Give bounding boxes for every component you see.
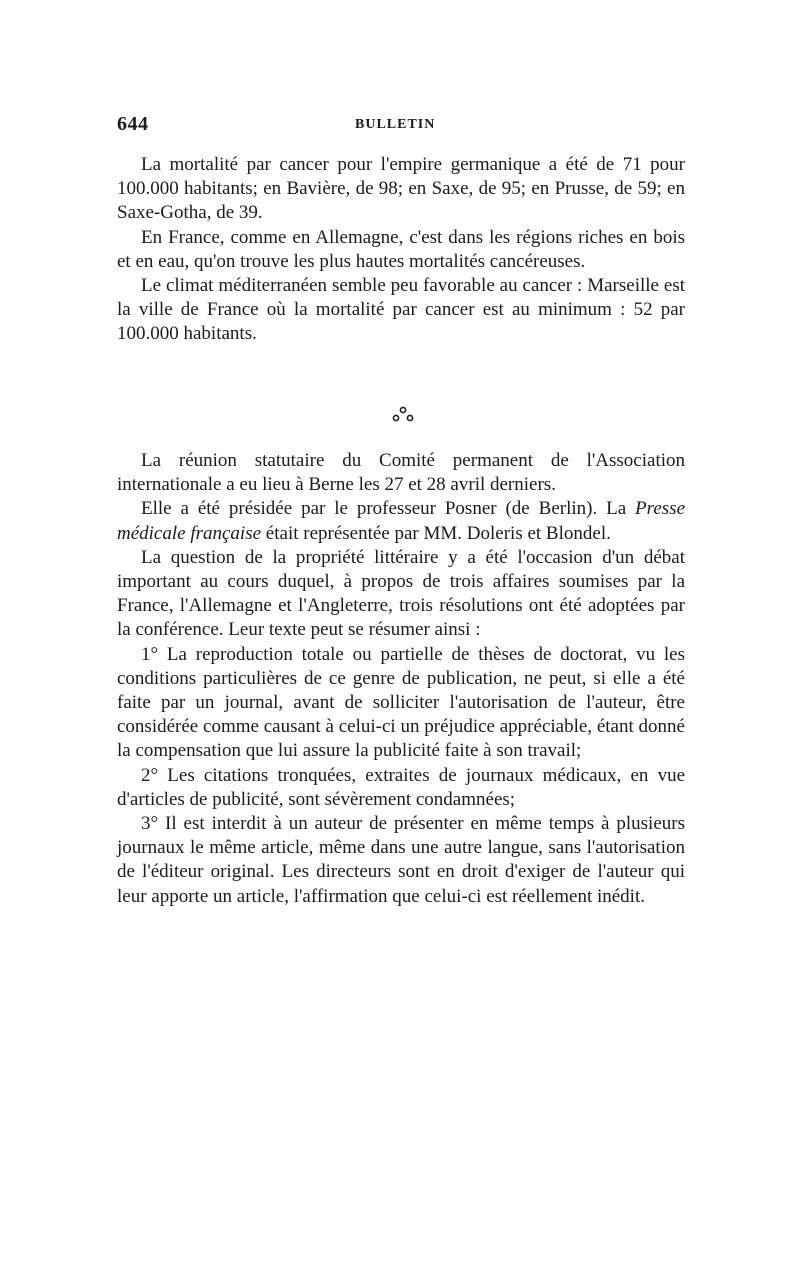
journal-title: Presse médicale française [117,498,685,544]
paragraph: La question de la propriété littéraire y a été l'occasion d'un débat important au cours duquel, à propos de trois affaires soumises par la France, l'Allemagne et l'Angleterre, trois résolutions ont été adoptées par la conférence. Leur texte peut se résumer ainsi : [117,546,685,641]
page-header [117,113,685,139]
page-number: 644 [117,113,149,135]
three-circles-ornament-icon [383,404,423,426]
paragraph [117,497,685,545]
paragraph: En France, comme en Allemagne, c'est dans les régions riches en bois et en eau, qu'on trouve les plus hautes mortalités cancéreuses. [117,226,685,272]
running-title: BULLETIN [355,117,436,132]
paragraph: La réunion statutaire du Comité permanent de l'Association internationale a eu lieu à Berne les 27 et 28 avril derniers. [117,450,685,496]
section-cancer-mortality [117,153,685,347]
section-association-meeting [117,449,685,909]
resolution-item: 1° La reproduction totale ou partielle de thèses de doctorat, vu les conditions particulières de ce genre de publication, ne peut, si elle a été faite par un journal, avant de solliciter l'autorisation de l'auteur, être considérée comme causant à celui-ci un préjudice appréciable, étant donné la compensation que lui assure la publicité faite à son travail; [117,643,685,762]
resolution-item: 2° Les citations tronquées, extraites de journaux médicaux, en vue d'articles de publicité, sont sévèrement condamnées; [117,764,685,810]
paragraph-text: était représentée par MM. Doleris et Blondel. [261,522,611,544]
paragraph: Le climat méditerranéen semble peu favorable au cancer : Marseille est la ville de France où la mortalité par cancer est au minimum : 52 par 100.000 habitants. [117,275,685,345]
resolution-item: 3° Il est interdit à un auteur de présenter en même temps à plusieurs journaux le même article, même dans une autre langue, sans l'autorisation de l'éditeur original. Les directeurs sont en droit d'exiger de l'auteur qui leur apporte un article, l'affirmation que celui-ci est réellement inédit. [117,813,685,907]
paragraph-text: Elle a été présidée par le professeur Posner (de Berlin). La [141,498,636,520]
paragraph: La mortalité par cancer pour l'empire germanique a été de 71 pour 100.000 habitants; en Bavière, de 98; en Saxe, de 95; en Prusse, de 59; en Saxe-Gotha, de 39. [117,154,685,224]
